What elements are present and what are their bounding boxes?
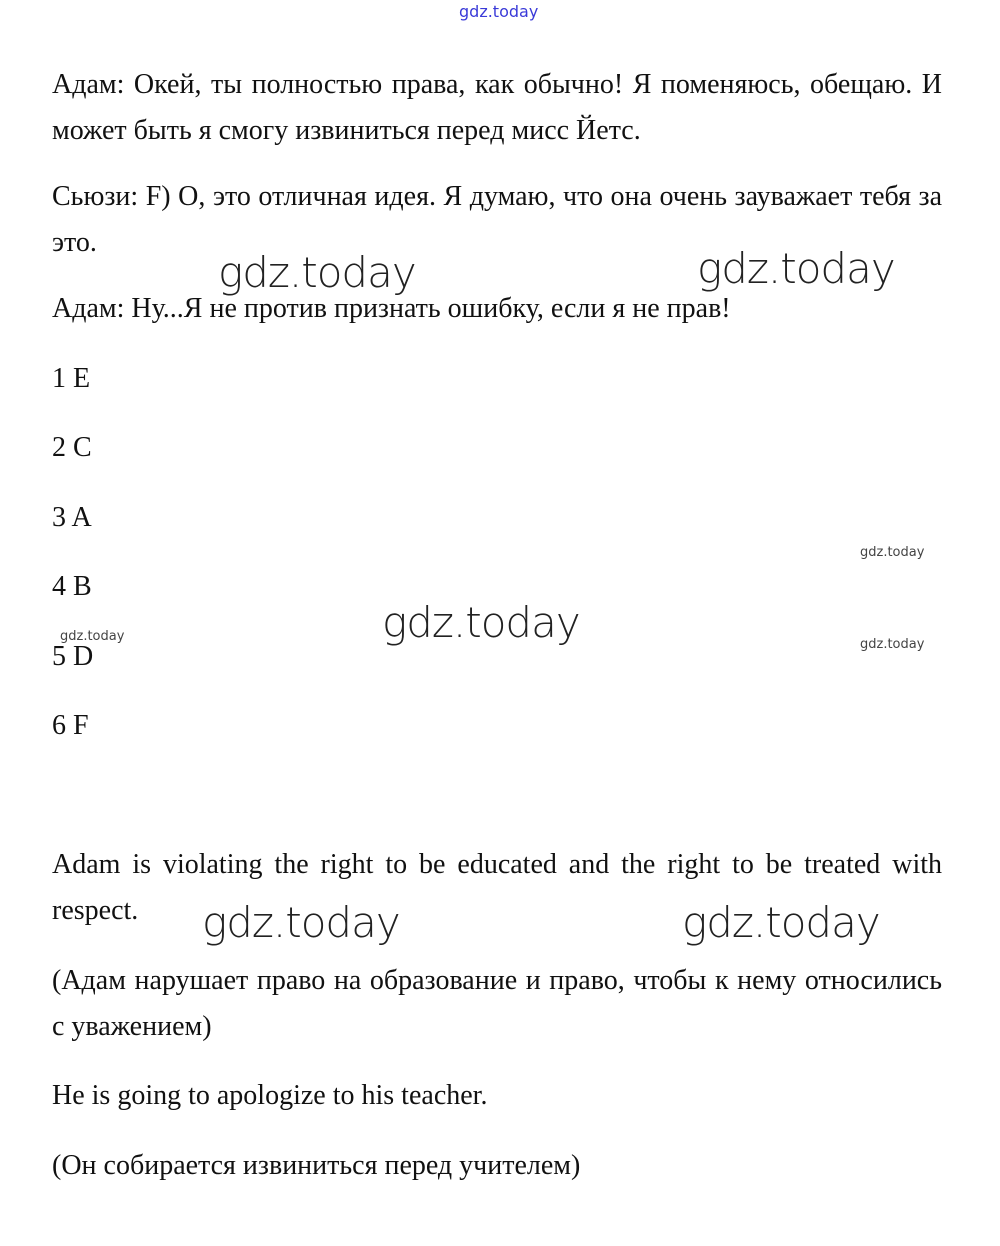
watermark-small: gdz.today [60, 629, 125, 644]
watermark-small: gdz.today [860, 637, 925, 652]
watermark: gdz.today [697, 244, 895, 293]
answer-6: 6 F [52, 710, 89, 741]
answer-5: 5 D [52, 641, 94, 672]
answer-1: 1 E [52, 363, 91, 394]
watermark-small: gdz.today [860, 545, 925, 560]
english-answer-2: He is going to apologize to his teacher. [52, 1080, 488, 1111]
paragraph-suzy: Сьюзи: F) О, это отличная идея. Я думаю, что она очень зауважает тебя за это. [52, 181, 942, 258]
answer-2: 2 C [52, 432, 92, 463]
russian-translation-2: (Он собирается извиниться перед учителем) [52, 1150, 581, 1181]
paragraph-adam-1: Адам: Окей, ты полностью права, как обычно! Я поменяюсь, обещаю. И может быть я смогу извиниться перед мисс Йетс. [52, 69, 942, 146]
watermark: gdz.today [202, 898, 400, 947]
answer-4: 4 B [52, 571, 92, 602]
watermark: gdz.today [382, 598, 580, 647]
russian-translation-1: (Адам нарушает право на образование и право, чтобы к нему относились с уважением) [52, 965, 942, 1042]
watermark: gdz.today [682, 898, 880, 947]
paragraph-adam-2: Адам: Ну...Я не против признать ошибку, если я не прав! [52, 293, 731, 324]
watermark: gdz.today [218, 248, 416, 297]
answer-3: 3 A [52, 502, 92, 533]
english-answer-1: Adam is violating the right to be educated and the right to be treated with respect. [52, 849, 942, 926]
watermark-top: gdz.today [459, 2, 539, 21]
